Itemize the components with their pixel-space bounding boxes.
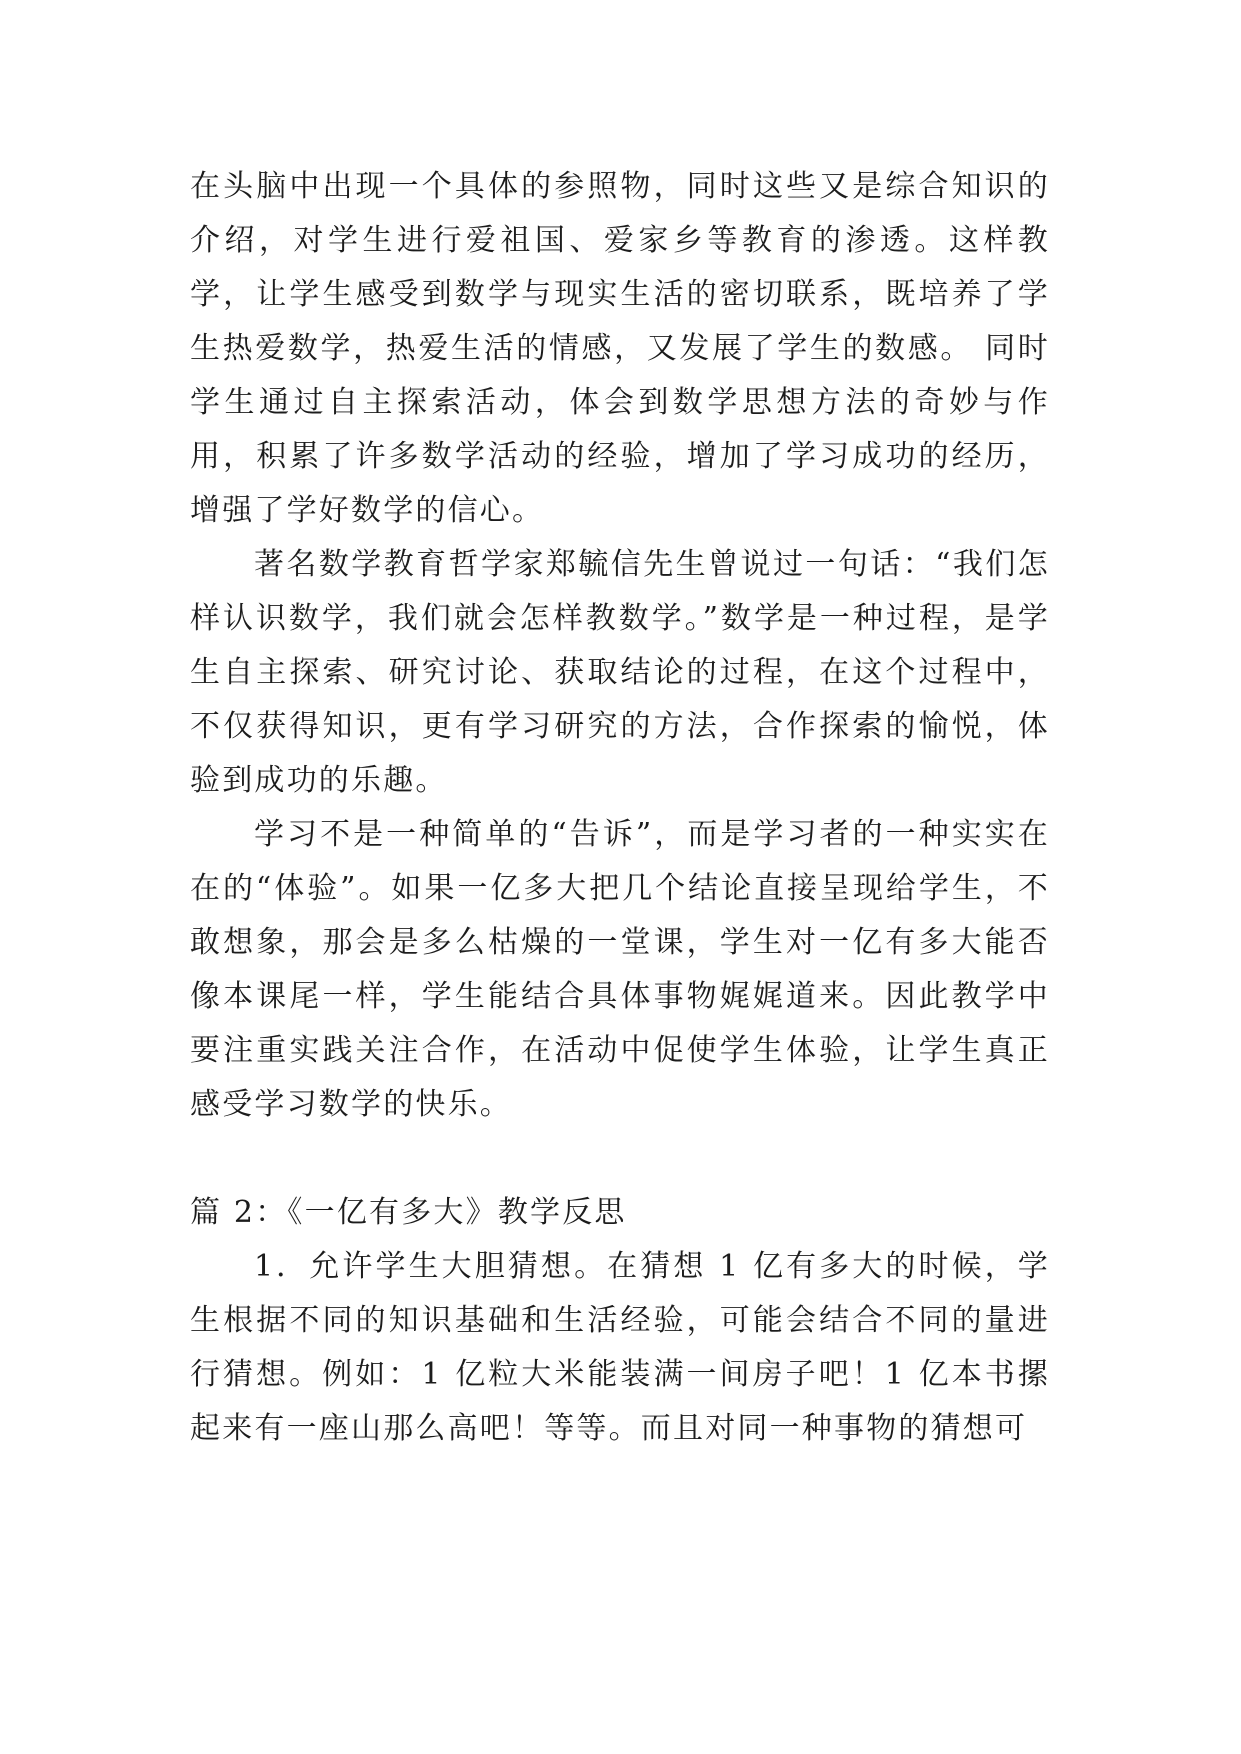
paragraph-continued: 在头脑中出现一个具体的参照物，同时这些又是综合知识的介绍，对学生进行爱祖国、爱家乡等教育的渗透。这样教学，让学生感受到数学与现实生活的密切联系，既培养了学生热爱数学，热爱生活的情感，又发展了学生的数感。 同时学生通过自主探索活动，体会到数学思想方法的奇妙与作用，积累了许多数学活动的经验，增加了学习成功的经历，增强了学好数学的信心。 xyxy=(190,169,1050,528)
document-body xyxy=(190,160,1050,1456)
section-heading: 篇 2：《一亿有多大》教学反思 xyxy=(190,1195,627,1230)
paragraph-guess: 1．允许学生大胆猜想。在猜想 1 亿有多大的时候，学生根据不同的知识基础和生活经验，可能会结合不同的量进行猜想。例如：1 亿粒大米能装满一间房子吧！1 亿本书摞起来有一座山那么高吧！等等。而且对同一种事物的猜想可 xyxy=(190,1249,1050,1446)
paragraph-learning-experience: 学习不是一种简单的“告诉”，而是学习者的一种实实在在的“体验”。如果一亿多大把几个结论直接呈现给学生，不敢想象，那会是多么枯燥的一堂课，学生对一亿有多大能否像本课尾一样，学生能结合具体事物娓娓道来。因此教学中要注重实践关注合作，在活动中促使学生体验，让学生真正感受学习数学的快乐。 xyxy=(190,817,1050,1122)
paragraph-quote-zheng: 著名数学教育哲学家郑毓信先生曾说过一句话：“我们怎样认识数学，我们就会怎样教数学。”数学是一种过程，是学生自主探索、研究讨论、获取结论的过程，在这个过程中，不仅获得知识，更有学习研究的方法，合作探索的愉悦，体验到成功的乐趣。 xyxy=(190,547,1050,798)
